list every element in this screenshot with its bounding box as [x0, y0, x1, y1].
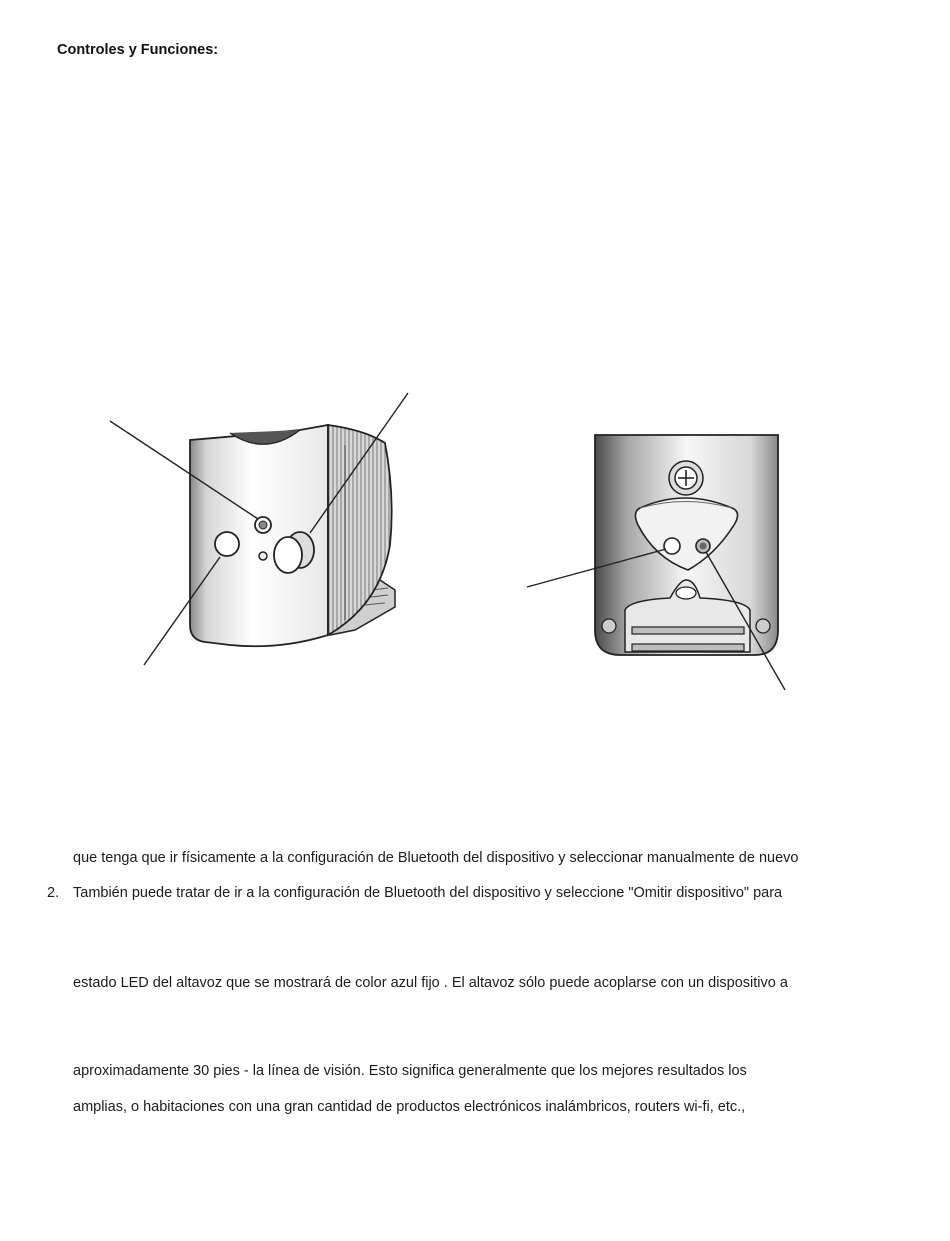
body-text-line: que tenga que ir físicamente a la configuración de Bluetooth del dispositivo y seleccionar manualmente de nuevo [73, 850, 799, 866]
body-text-line: También puede tratar de ir a la configuración de Bluetooth del dispositivo y seleccione "Omitir dispositivo" para [73, 885, 783, 901]
body-text-line: aproximadamente 30 pies - la línea de visión. Esto significa generalmente que los mejores resultados los [73, 1063, 747, 1079]
body-text-line: amplias, o habitaciones con una gran cantidad de productos electrónicos inalámbricos, routers wi-fi, etc., [73, 1099, 746, 1115]
list-number: 2. [47, 885, 60, 901]
body-text-line: estado LED del altavoz que se mostrará de color azul fijo . El altavoz sólo puede acoplarse con un dispositivo a [73, 975, 788, 991]
speaker-side-illustration [100, 385, 420, 675]
section-heading: Controles y Funciones: [57, 42, 219, 58]
speaker-back-illustration [520, 430, 795, 695]
